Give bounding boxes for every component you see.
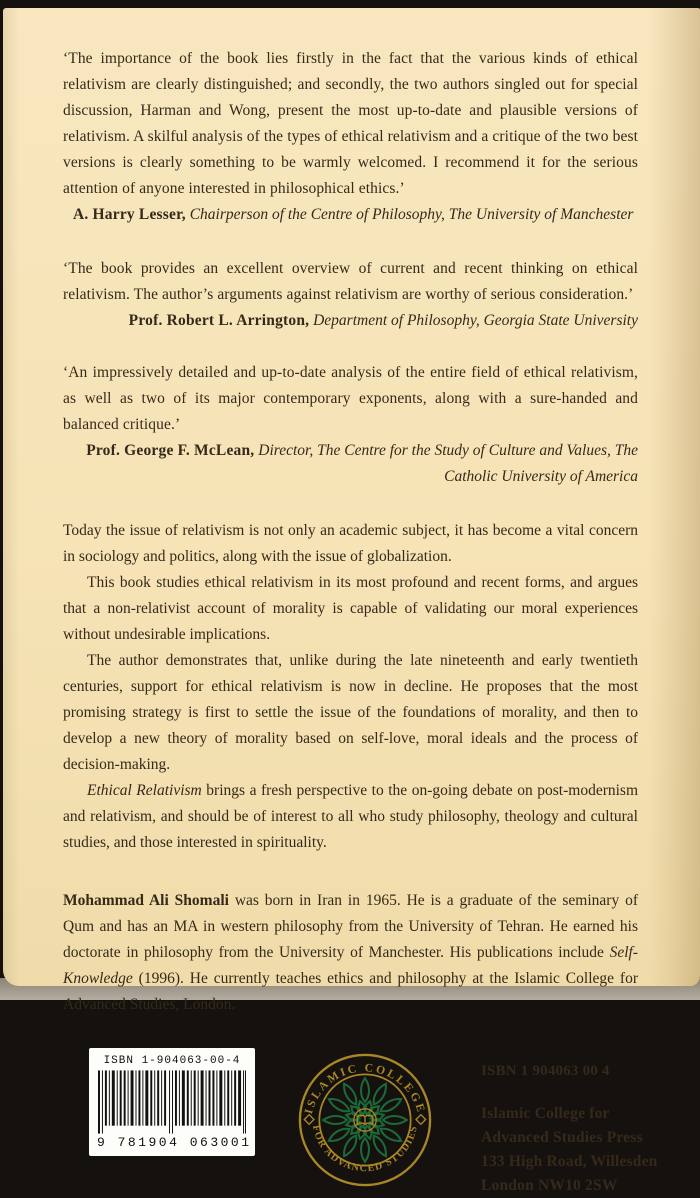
synopsis [63,518,638,856]
reviewer-name: Prof. George F. McLean, [86,442,255,459]
synopsis-paragraph-2: This book studies ethical relativism in its most profound and recent forms, and argues that a non-relativist account of morality is capable of validating our moral experiences without undesirable implications. [63,574,638,643]
footer [63,1048,658,1198]
author-bio: Mohammad Ali Shomali was born in Iran in 1965. He is a graduate of the seminary of Qum and has an MA in western philosophy from the University of Tehran. He earned his doctorate in philosophy from the University of Manchester. His publications include Self-Knowledge (1996). He currently teaches ethics and philosophy at the Islamic College for Advanced Studies, London. [63,892,638,1013]
review-quote-3: ‘An impressively detailed and up-to-date analysis of the entire field of ethical relativism, as well as two of its major contemporary exponents, along with a sure-handed and balanced critique.’ [63,364,638,433]
isbn-barcode [89,1048,273,1156]
barcode-digits: 9 781904 063001 > [97,1135,273,1150]
reviewer-role: Department of Philosophy, Georgia State University [313,312,638,329]
publication-title: Self-Knowledge [63,944,638,987]
reviewer-name: A. Harry Lesser, [73,206,186,223]
review-quote-2: ‘The book provides an excellent overview of current and recent thinking on ethical relativism. The author’s arguments against relativism are worthy of serious consideration.’ [63,260,638,303]
publisher-line: 133 High Road, Willesden [481,1153,658,1170]
reviewer-name: Prof. Robert L. Arrington, [128,312,310,329]
back-cover [3,8,700,1194]
seal-bottom-text: FOR ADVANCED STUDIES [309,1124,421,1175]
review-attribution-2 [63,308,638,334]
synopsis-paragraph-3: The author demonstrates that, unlike during the late nineteenth and early twentieth centuries, support for ethical relativism is now in decline. He proposes that the most promising strategy is first to settle the issue of the foundations of morality, and then to develop a new theory of morality based on self-love, moral ideals and the process of decision-making. [63,652,638,773]
college-seal-icon [297,1052,433,1188]
review-attribution-3 [63,438,638,490]
synopsis-paragraph-1: Today the issue of relativism is not only an academic subject, it has become a vital concern in sociology and politics, along with the issue of globalization. [63,522,638,565]
barcode-isbn-label: ISBN 1-904063-00-4 [103,1055,241,1067]
review-quotes [63,46,638,490]
author-name: Mohammad Ali Shomali [63,892,229,909]
barcode-bars-icon [98,1070,246,1134]
reviewer-role: Chairperson of the Centre of Philosophy, The University of Manchester [189,206,634,223]
publisher-line: London NW10 2SW [481,1177,618,1194]
reviewer-role: Director, The Centre for the Study of Culture and Values, The Catholic University of America [258,442,638,485]
publisher-block [481,1060,658,1198]
publisher-isbn: ISBN 1 904063 00 4 [481,1063,610,1079]
publisher-line: Advanced Studies Press [481,1129,643,1146]
publisher-line: Islamic College for [481,1105,610,1122]
islamic-college-seal [297,1052,433,1193]
synopsis-paragraph-4: Ethical Relativism brings a fresh perspective to the on-going debate on post-modernism and relativism, and should be of interest to all who study philosophy, theology and cultural studies, and those interested in spirituality. [63,782,638,851]
review-quote-1: ‘The importance of the book lies firstly in the fact that the various kinds of ethical relativism are clearly distinguished; and secondly, the two authors singled out for special discussion, Harman and Wong, present the most up-to-date and plausible versions of relativism. A skilful analysis of the types of ethical relativism and a critique of the two best versions is clearly something to be warmly welcomed. I recommend it for the serious attention of anyone interested in philosophical ethics.’ [63,50,638,197]
seal-top-text: ISLAMIC COLLEGE [302,1061,429,1116]
book-title: Ethical Relativism [87,782,202,799]
review-attribution-1 [63,202,638,228]
